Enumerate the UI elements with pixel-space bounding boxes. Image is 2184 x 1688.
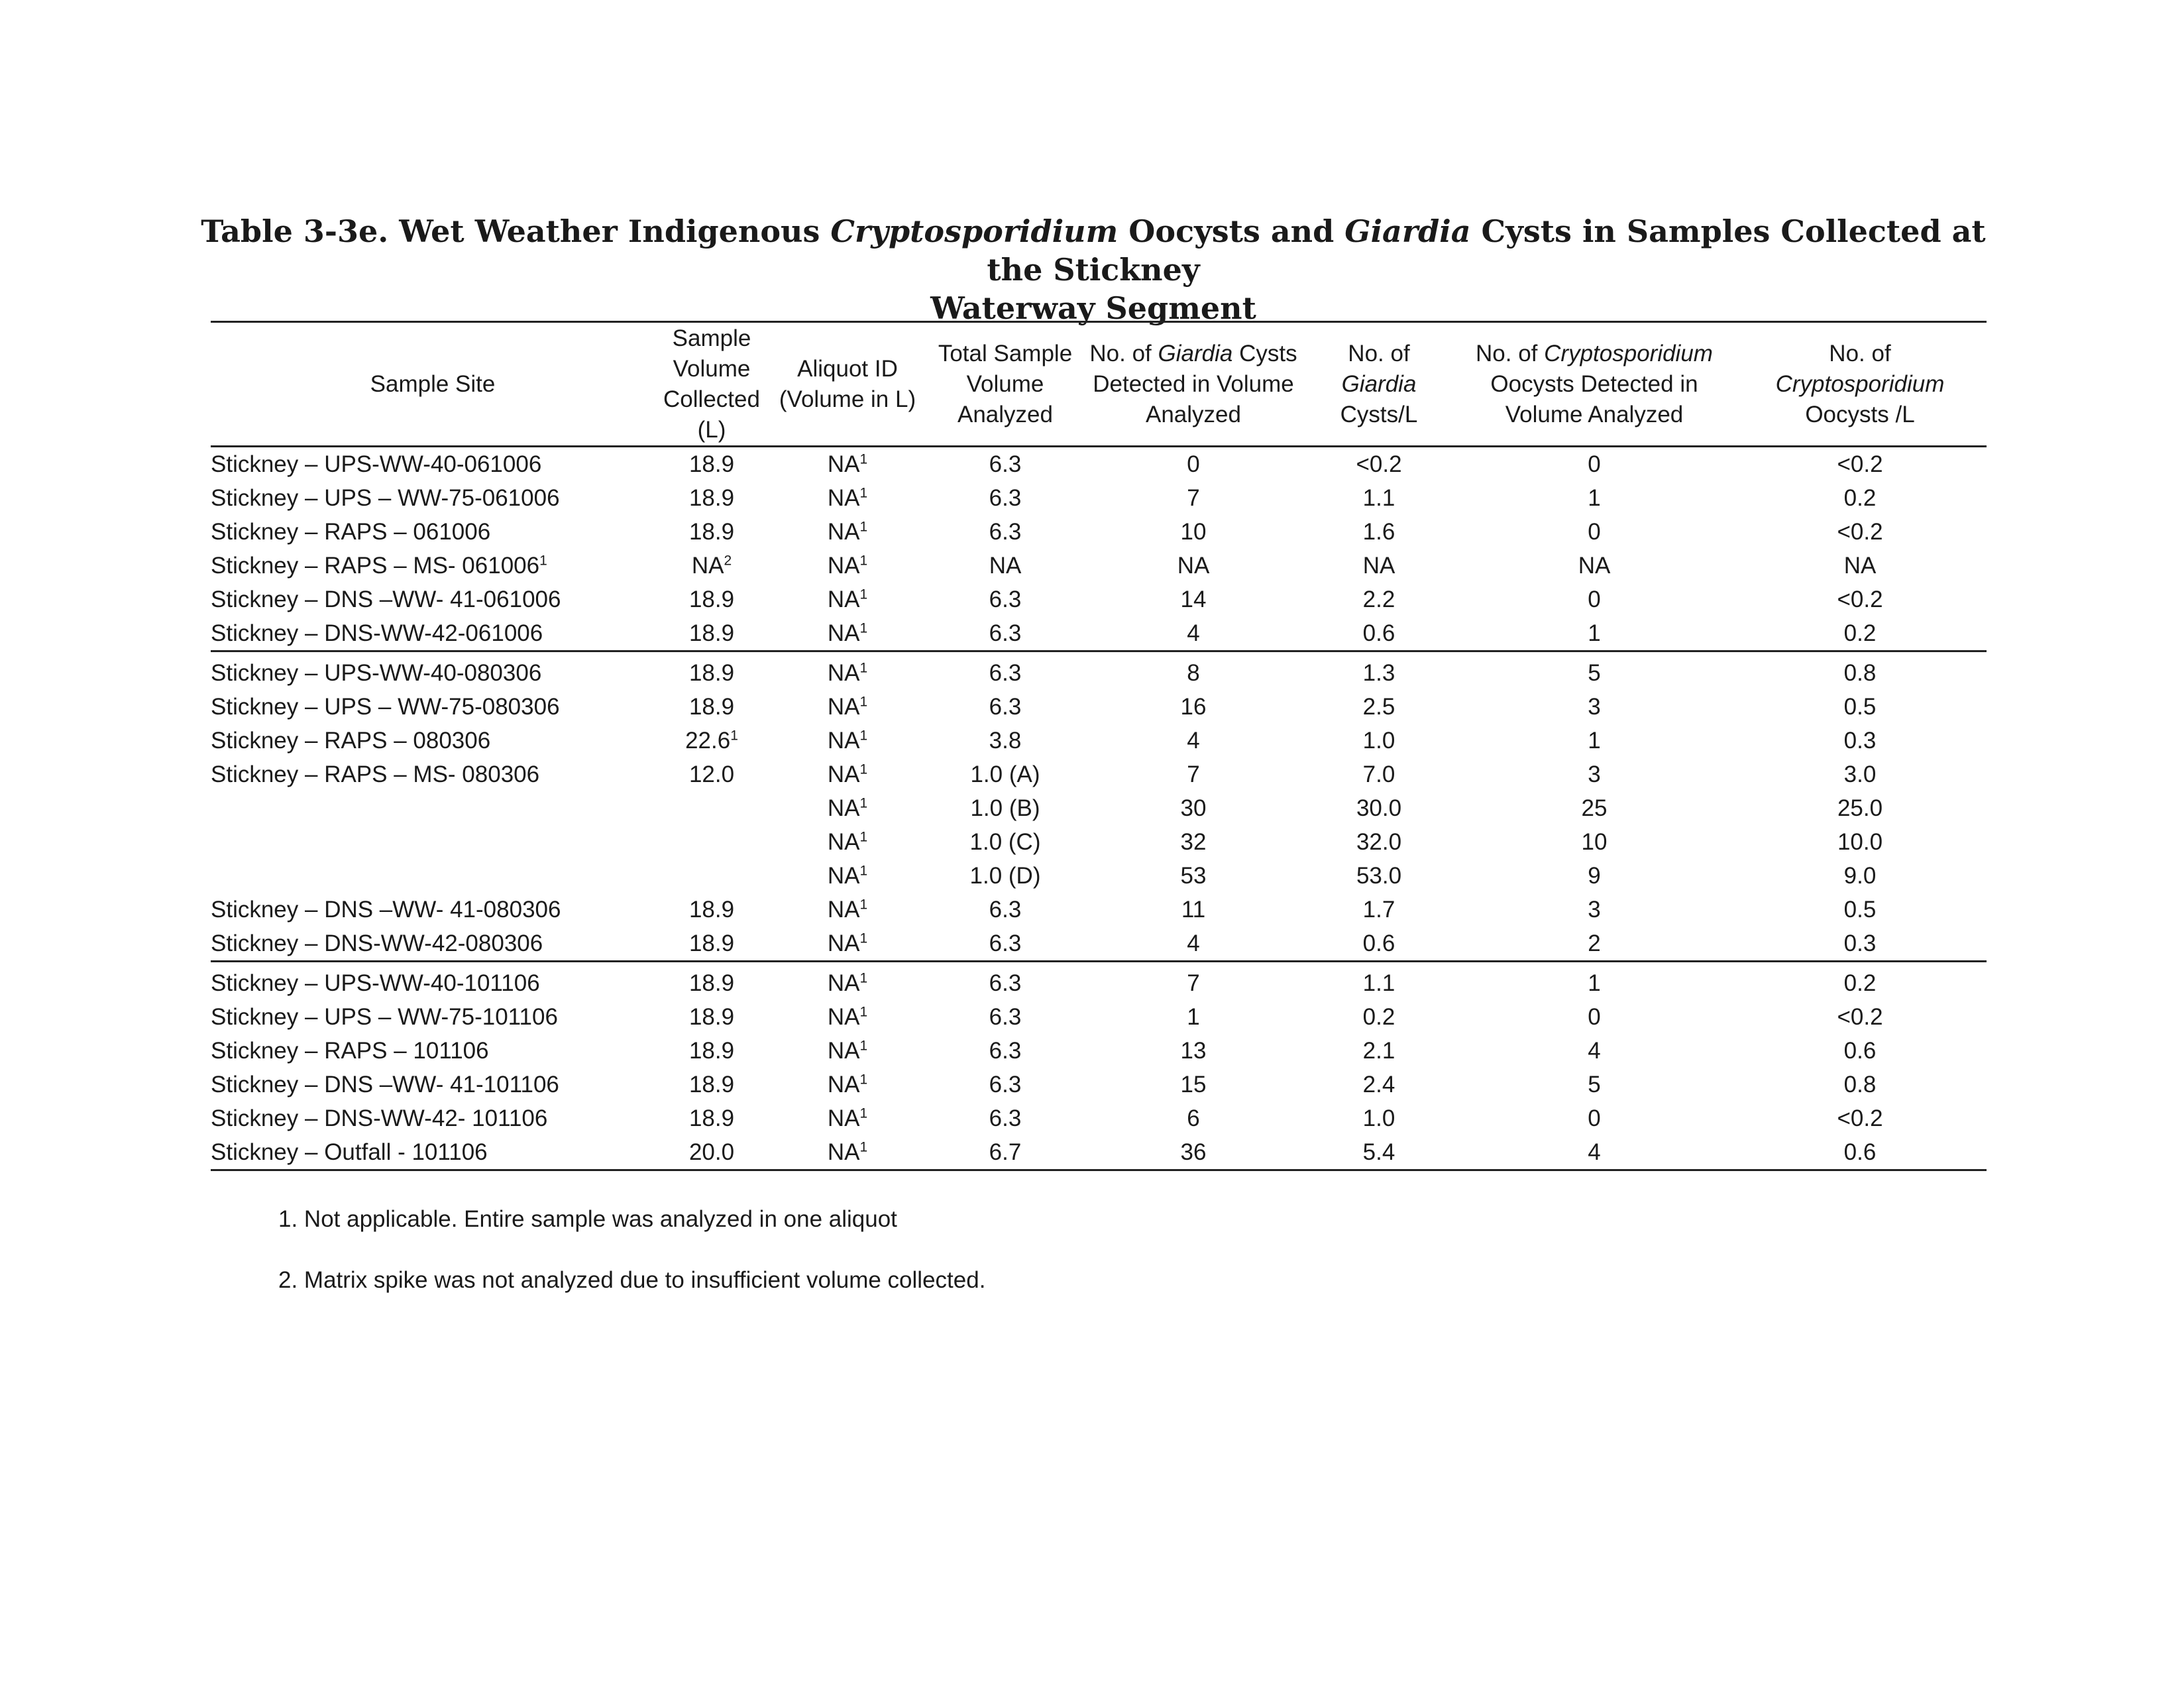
cell-giardia-per-liter: 1.7 xyxy=(1362,896,1395,923)
cell-sample-site: Stickney – RAPS – 101106 xyxy=(211,1037,489,1064)
cell-giardia-detected: 4 xyxy=(1187,727,1200,754)
table-top-rule xyxy=(211,321,1987,323)
cell-sample-volume xyxy=(655,791,769,825)
cell-aliquot-id: $NA^1$ xyxy=(827,1071,868,1097)
table-row xyxy=(211,651,1987,691)
cell-sample-site: Stickney – UPS-WW-40-061006 xyxy=(211,451,542,477)
cell-giardia-per-liter: 1.0 xyxy=(1362,727,1395,754)
cell-giardia-detected: 4 xyxy=(1084,616,1303,651)
footnote-marker: 1 xyxy=(730,727,738,743)
cell-crypto-detected: 1 xyxy=(1455,616,1733,651)
table-body xyxy=(211,447,1987,1170)
footnote-marker: 1 xyxy=(859,970,868,985)
cell-crypto-per-liter: <0.2 xyxy=(1837,518,1883,545)
cell-total-volume: 6.3 xyxy=(926,927,1084,962)
cell-crypto-detected: 0 xyxy=(1588,451,1601,477)
footnote-marker: 1 xyxy=(859,1003,868,1019)
cell-giardia-detected: 30 xyxy=(1180,795,1207,821)
cell-sample-volume: 18.9 xyxy=(688,1003,735,1030)
table-row xyxy=(211,893,1987,927)
cell-crypto-per-liter: 0.6 xyxy=(1733,1135,1987,1170)
cell-giardia-per-liter: 1.1 xyxy=(1362,970,1395,996)
cell-giardia-per-liter: 0.2 xyxy=(1362,1003,1395,1030)
cell-sample-site: Stickney – UPS – WW-75-101106 xyxy=(211,1003,558,1030)
table-row xyxy=(211,515,1987,549)
header-crypto-per-liter: No. of Cryptosporidium Oocysts /L xyxy=(1733,323,1987,447)
cell-aliquot-id: $NA^1$ xyxy=(827,862,868,889)
cell-total-volume: 6.3 xyxy=(989,1105,1022,1131)
cell-giardia-per-liter: <0.2 xyxy=(1356,451,1402,477)
cell-giardia-detected: 8 xyxy=(1187,659,1200,686)
cell-giardia-detected: 32 xyxy=(1180,828,1207,855)
cell-sample-volume: $NA^2$ xyxy=(691,552,732,579)
footnote-marker: 1 xyxy=(859,586,868,602)
cell-total-volume: 6.3 xyxy=(989,484,1022,511)
cell-giardia-detected: 1 xyxy=(1187,1003,1200,1030)
cell-crypto-per-liter: 0.6 xyxy=(1843,1037,1877,1064)
cell-total-volume: 6.3 xyxy=(989,970,1022,996)
cell-sample-volume: 18.9 xyxy=(688,970,735,996)
cell-crypto-detected: 0 xyxy=(1588,586,1601,612)
cell-aliquot-id: $NA^1$ xyxy=(827,970,868,996)
table-row xyxy=(211,1000,1987,1034)
cell-sample-site xyxy=(211,859,655,893)
cell-giardia-detected: NA xyxy=(1177,552,1210,579)
header-sample-site: Sample Site xyxy=(211,323,655,447)
table-row xyxy=(211,825,1987,859)
cell-giardia-per-liter: 1.0 xyxy=(1362,1105,1395,1131)
cell-giardia-per-liter: 7.0 xyxy=(1362,761,1395,787)
cell-crypto-detected: 1 xyxy=(1588,727,1601,754)
cell-total-volume: 6.3 xyxy=(989,1003,1022,1030)
header-row xyxy=(211,323,1987,447)
cell-total-volume: 6.3 xyxy=(989,586,1022,612)
cell-sample-volume: 20.0 xyxy=(655,1135,769,1170)
cell-giardia-detected: 53 xyxy=(1180,862,1207,889)
cell-sample-volume: 18.9 xyxy=(688,1071,735,1097)
cell-aliquot-id: $NA^1$ xyxy=(827,1037,868,1064)
footnote-2: 2. Matrix spike was not analyzed due to insufficient volume collected. xyxy=(278,1267,986,1293)
cell-aliquot-id: $NA^1$ xyxy=(827,552,868,579)
table-row xyxy=(211,791,1987,825)
table-row xyxy=(211,447,1987,482)
cell-crypto-detected: 5 xyxy=(1588,659,1601,686)
cell-aliquot-id: $NA^1$ xyxy=(827,659,868,686)
table-row xyxy=(211,1034,1987,1068)
footnote-marker: 1 xyxy=(859,896,868,912)
footnote-marker: 1 xyxy=(859,620,868,636)
cell-sample-volume: 18.9 xyxy=(688,896,735,923)
cell-crypto-detected: 4 xyxy=(1588,1037,1601,1064)
header-giardia-per-liter: No. of Giardia Cysts/L xyxy=(1303,323,1455,447)
cell-crypto-per-liter: 0.2 xyxy=(1843,484,1877,511)
footnote-marker: 1 xyxy=(859,761,868,777)
cell-giardia-per-liter: 1.6 xyxy=(1362,518,1395,545)
table-row xyxy=(211,758,1987,791)
cell-sample-site: Stickney – RAPS – 080306 xyxy=(211,727,491,754)
cell-aliquot-id: $NA^1$ xyxy=(827,828,868,855)
cell-aliquot-id: $NA^1$ xyxy=(769,616,926,651)
footnote-marker: 1 xyxy=(859,451,868,467)
cell-crypto-per-liter: <0.2 xyxy=(1837,1105,1883,1131)
header-giardia-detected: No. of Giardia Cysts Detected in Volume Analyzed xyxy=(1084,323,1303,447)
cell-crypto-per-liter: <0.2 xyxy=(1837,586,1883,612)
cell-sample-site: Stickney – UPS – WW-75-061006 xyxy=(211,484,560,511)
cell-giardia-detected: 13 xyxy=(1180,1037,1207,1064)
cell-sample-site: Stickney – DNS –WW- 41-101106 xyxy=(211,1071,559,1097)
table-row xyxy=(211,1068,1987,1101)
cell-aliquot-id: $NA^1$ xyxy=(769,1135,926,1170)
cell-sample-volume: 18.9 xyxy=(688,518,735,545)
cell-total-volume: 6.3 xyxy=(989,451,1022,477)
cell-sample-site: Stickney – UPS-WW-40-101106 xyxy=(211,970,540,996)
footnote-marker: 1 xyxy=(859,484,868,500)
cell-crypto-detected: 1 xyxy=(1588,970,1601,996)
cell-aliquot-id: $NA^1$ xyxy=(827,693,868,720)
cell-crypto-per-liter: 0.3 xyxy=(1843,727,1877,754)
cell-giardia-per-liter: 2.2 xyxy=(1362,586,1395,612)
table-row xyxy=(211,859,1987,893)
table-title: Table 3-3e. Wet Weather Indigenous Cryptosporidium Oocysts and Giardia Cysts in Samples Collected at the Stickney Waterway Segment xyxy=(201,213,1986,326)
cell-aliquot-id: $NA^1$ xyxy=(827,727,868,754)
cell-giardia-per-liter: 2.1 xyxy=(1362,1037,1395,1064)
cell-crypto-detected: 3 xyxy=(1588,693,1601,720)
cell-giardia-detected: 15 xyxy=(1180,1071,1207,1097)
cell-sample-volume: 18.9 xyxy=(655,616,769,651)
cell-total-volume: 1.0 (A) xyxy=(970,761,1040,787)
cell-giardia-detected: 16 xyxy=(1180,693,1207,720)
cell-sample-volume xyxy=(655,825,769,859)
cell-giardia-per-liter: 30.0 xyxy=(1356,795,1402,821)
results-table xyxy=(211,323,1987,1171)
cell-aliquot-id: $NA^1$ xyxy=(827,896,868,923)
cell-total-volume: 6.7 xyxy=(926,1135,1084,1170)
cell-crypto-per-liter: 0.5 xyxy=(1843,896,1877,923)
cell-aliquot-id: $NA^1$ xyxy=(827,795,868,821)
cell-giardia-per-liter: 0.6 xyxy=(1303,927,1455,962)
cell-crypto-per-liter: <0.2 xyxy=(1837,1003,1883,1030)
table-row xyxy=(211,962,1987,1001)
cell-sample-volume: 22.6$^1$ xyxy=(685,727,738,754)
cell-total-volume: 6.3 xyxy=(989,1071,1022,1097)
cell-giardia-detected: 6 xyxy=(1187,1105,1200,1131)
cell-crypto-per-liter: 0.5 xyxy=(1843,693,1877,720)
table-row xyxy=(211,1101,1987,1135)
footnote-marker: 1 xyxy=(859,1071,868,1087)
cell-crypto-per-liter: 10.0 xyxy=(1837,828,1883,855)
cell-aliquot-id: $NA^1$ xyxy=(827,1105,868,1131)
cell-sample-volume: 18.9 xyxy=(688,484,735,511)
footnote-marker: 1 xyxy=(859,795,868,811)
footnote-1: 1. Not applicable. Entire sample was analyzed in one aliquot xyxy=(278,1206,897,1232)
cell-crypto-detected: 0 xyxy=(1588,518,1601,545)
cell-crypto-per-liter: 25.0 xyxy=(1837,795,1883,821)
cell-total-volume: 6.3 xyxy=(989,518,1022,545)
cell-crypto-per-liter: NA xyxy=(1843,552,1877,579)
cell-sample-site: Stickney – RAPS – MS- 061006$^1$ xyxy=(211,552,547,579)
cell-crypto-detected: 5 xyxy=(1588,1071,1601,1097)
cell-total-volume: NA xyxy=(989,552,1022,579)
cell-sample-site: Stickney – DNS –WW- 41-080306 xyxy=(211,896,561,923)
cell-crypto-per-liter: 9.0 xyxy=(1843,862,1877,889)
footnote-marker: 1 xyxy=(859,1139,868,1154)
cell-sample-site: Stickney – RAPS – MS- 080306 xyxy=(211,761,540,787)
cell-aliquot-id: $NA^1$ xyxy=(827,484,868,511)
footnote-marker: 1 xyxy=(859,1105,868,1121)
cell-crypto-detected: 0 xyxy=(1588,1105,1601,1131)
cell-sample-site: Stickney – UPS – WW-75-080306 xyxy=(211,693,560,720)
cell-sample-volume: 18.9 xyxy=(688,1037,735,1064)
cell-total-volume: 1.0 (B) xyxy=(970,795,1040,821)
cell-crypto-per-liter: 0.2 xyxy=(1733,616,1987,651)
cell-total-volume: 6.3 xyxy=(989,659,1022,686)
cell-giardia-per-liter: 1.3 xyxy=(1362,659,1395,686)
header-sample-volume: Sample Volume Collected (L) xyxy=(655,323,769,447)
cell-giardia-detected: 4 xyxy=(1084,927,1303,962)
cell-giardia-detected: 11 xyxy=(1181,896,1206,923)
cell-giardia-per-liter: 2.4 xyxy=(1362,1071,1395,1097)
table-row xyxy=(211,1135,1987,1170)
cell-crypto-detected: 1 xyxy=(1588,484,1601,511)
cell-total-volume: 1.0 (C) xyxy=(969,828,1041,855)
cell-sample-volume: 18.9 xyxy=(688,659,735,686)
cell-crypto-detected: 9 xyxy=(1588,862,1601,889)
cell-giardia-detected: 10 xyxy=(1180,518,1207,545)
cell-crypto-per-liter: 0.2 xyxy=(1843,970,1877,996)
cell-crypto-detected: 25 xyxy=(1581,795,1608,821)
cell-giardia-per-liter: 1.1 xyxy=(1362,484,1395,511)
cell-crypto-detected: 0 xyxy=(1588,1003,1601,1030)
cell-sample-volume: 18.9 xyxy=(655,927,769,962)
cell-crypto-per-liter: 0.8 xyxy=(1843,659,1877,686)
cell-giardia-per-liter: 0.6 xyxy=(1303,616,1455,651)
cell-crypto-detected: 3 xyxy=(1588,896,1601,923)
cell-sample-site: Stickney – RAPS – 061006 xyxy=(211,518,491,545)
table-row xyxy=(211,481,1987,515)
table-row xyxy=(211,549,1987,583)
cell-giardia-per-liter: NA xyxy=(1362,552,1395,579)
cell-sample-volume: 18.9 xyxy=(688,586,735,612)
cell-crypto-per-liter: 0.3 xyxy=(1733,927,1987,962)
cell-crypto-detected: 3 xyxy=(1588,761,1601,787)
footnote-marker: 1 xyxy=(859,659,868,675)
cell-giardia-detected: 7 xyxy=(1187,484,1200,511)
cell-crypto-detected: NA xyxy=(1578,552,1611,579)
cell-giardia-detected: 0 xyxy=(1187,451,1200,477)
cell-sample-volume xyxy=(655,859,769,893)
cell-sample-site: Stickney – Outfall - 101106 xyxy=(211,1135,655,1170)
cell-crypto-detected: 10 xyxy=(1581,828,1608,855)
cell-giardia-per-liter: 5.4 xyxy=(1303,1135,1455,1170)
cell-giardia-per-liter: 32.0 xyxy=(1356,828,1402,855)
footnote-marker: 1 xyxy=(539,552,547,568)
footnote-marker: 1 xyxy=(859,1037,868,1053)
cell-aliquot-id: $NA^1$ xyxy=(827,761,868,787)
cell-giardia-per-liter: 2.5 xyxy=(1362,693,1395,720)
cell-sample-site: Stickney – DNS-WW-42- 101106 xyxy=(211,1105,548,1131)
cell-sample-volume: 18.9 xyxy=(688,451,735,477)
footnote-marker: 1 xyxy=(859,552,868,568)
footnote-marker: 1 xyxy=(859,518,868,534)
cell-total-volume: 6.3 xyxy=(926,616,1084,651)
footnote-marker: 1 xyxy=(859,828,868,844)
cell-total-volume: 6.3 xyxy=(989,693,1022,720)
cell-giardia-detected: 14 xyxy=(1180,586,1207,612)
cell-giardia-detected: 7 xyxy=(1187,761,1200,787)
cell-sample-site: Stickney – DNS-WW-42-061006 xyxy=(211,616,655,651)
footnote-marker: 1 xyxy=(859,693,868,709)
cell-total-volume: 6.3 xyxy=(989,1037,1022,1064)
cell-giardia-per-liter: 53.0 xyxy=(1356,862,1402,889)
cell-aliquot-id: $NA^1$ xyxy=(769,927,926,962)
footnote-marker: 1 xyxy=(859,930,868,946)
cell-giardia-detected: 36 xyxy=(1084,1135,1303,1170)
footnote-marker: 1 xyxy=(859,727,868,743)
cell-crypto-per-liter: 3.0 xyxy=(1843,761,1877,787)
table-row xyxy=(211,927,1987,962)
table-row xyxy=(211,616,1987,651)
cell-total-volume: 6.3 xyxy=(989,896,1022,923)
cell-sample-volume: 12.0 xyxy=(688,761,735,787)
cell-sample-volume: 18.9 xyxy=(688,1105,735,1131)
cell-sample-site xyxy=(211,791,655,825)
cell-sample-site: Stickney – DNS-WW-42-080306 xyxy=(211,927,655,962)
header-crypto-detected: No. of Cryptosporidium Oocysts Detected in Volume Analyzed xyxy=(1455,323,1733,447)
cell-aliquot-id: $NA^1$ xyxy=(827,451,868,477)
table-row xyxy=(211,724,1987,758)
cell-crypto-per-liter: 0.8 xyxy=(1843,1071,1877,1097)
footnote-marker: 1 xyxy=(859,862,868,878)
cell-sample-site xyxy=(211,825,655,859)
cell-aliquot-id: $NA^1$ xyxy=(827,518,868,545)
cell-total-volume: 3.8 xyxy=(989,727,1022,754)
table-row xyxy=(211,583,1987,616)
cell-sample-site: Stickney – DNS –WW- 41-061006 xyxy=(211,586,561,612)
cell-sample-volume: 18.9 xyxy=(688,693,735,720)
cell-crypto-per-liter: <0.2 xyxy=(1837,451,1883,477)
cell-crypto-detected: 4 xyxy=(1455,1135,1733,1170)
table-row xyxy=(211,690,1987,724)
cell-aliquot-id: $NA^1$ xyxy=(827,1003,868,1030)
cell-crypto-detected: 2 xyxy=(1455,927,1733,962)
cell-aliquot-id: $NA^1$ xyxy=(827,586,868,612)
cell-giardia-detected: 7 xyxy=(1187,970,1200,996)
cell-sample-site: Stickney – UPS-WW-40-080306 xyxy=(211,659,542,686)
header-total-volume: Total Sample Volume Analyzed xyxy=(926,323,1084,447)
cell-total-volume: 1.0 (D) xyxy=(969,862,1041,889)
header-aliquot-id: Aliquot ID (Volume in L) xyxy=(769,323,926,447)
footnote-marker: 2 xyxy=(724,552,732,568)
